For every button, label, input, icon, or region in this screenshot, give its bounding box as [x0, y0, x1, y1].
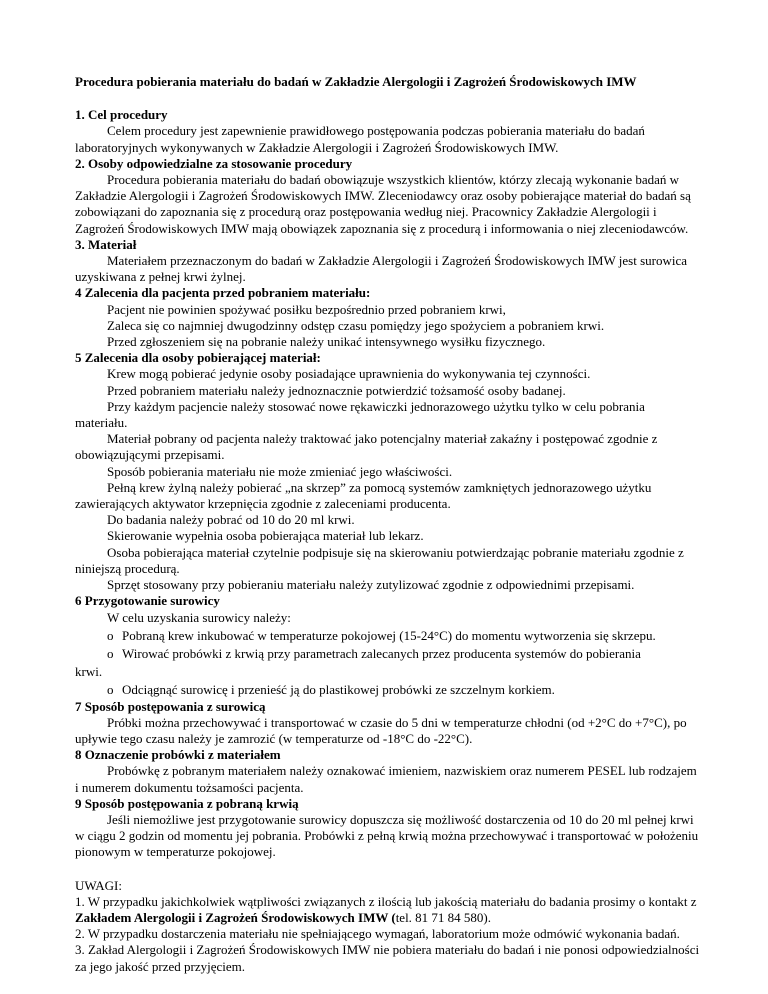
section-5-item: Pełną krew żylną należy pobierać „na skrzep” za pomocą systemów zamkniętych jednorazowego użytku zawierających aktywator krzepnięcia zgodnie z zaleceniami producenta. — [75, 479, 652, 512]
bullet-marker: o — [107, 627, 114, 643]
section-5-item: Do badania należy pobrać od 10 do 20 ml krwi. — [107, 512, 355, 528]
section-4-item: Zaleca się co najmniej dwugodzinny odstęp czasu pomiędzy jego spożyciem a pobraniem krwi. — [107, 317, 605, 333]
section-6-bullet — [75, 646, 700, 662]
note-1-post: tel. 81 71 84 580). — [395, 909, 492, 925]
section-8-heading: 8 Oznaczenie probówki z materiałem — [75, 747, 281, 763]
section-7-text: Próbki można przechowywać i transportować w czasie do 5 dni w temperaturze chłodni (od +2°C do +7°C), po upływie tego czasu należy je zamrozić (w temperaturze od -18°C do -22°C). — [75, 714, 687, 746]
note-1-pre: 1. W przypadku jakichkolwiek wątpliwości związanych z ilością lub jakością materiału do badania prosimy o kontakt z — [75, 893, 697, 909]
section-6-bullet-text: Pobraną krew inkubować w temperaturze pokojowej (15-24°C) do momentu wytworzenia się skrzepu. — [122, 627, 656, 643]
section-4-heading: 4 Zalecenia dla pacjenta przed pobraniem materiału: — [75, 285, 371, 301]
section-5-item: Sposób pobierania materiału nie może zmieniać jego właściwości. — [107, 463, 453, 479]
section-9-text: Jeśli niemożliwe jest przygotowanie surowicy dopuszcza się możliwość dostarczenia od 10 do 20 ml pełnej krwi w ciągu 2 godzin od momentu jej pobrania. Probówki z pełną krwią można przechowywać i transportować w położeniu pionowym w temperaturze pokojowej. — [75, 811, 699, 860]
notes-heading: UWAGI: — [75, 877, 122, 893]
note-1 — [75, 894, 700, 926]
section-1-text: Celem procedury jest zapewnienie prawidłowego postępowania podczas pobierania materiału do badań laboratoryjnych wykonywanych w Zakładzie Alergologii i Zagrożeń Środowiskowych IMW. — [75, 123, 645, 155]
section-6-bullet — [75, 628, 700, 644]
section-5-heading: 5 Zalecenia dla osoby pobierającej materiał: — [75, 350, 321, 366]
section-6-continuation: krwi. — [75, 664, 103, 680]
section-6-heading: 6 Przygotowanie surowicy — [75, 593, 220, 609]
bullet-marker: o — [107, 682, 114, 698]
spacer — [75, 861, 700, 878]
section-3-heading: 3. Materiał — [75, 236, 137, 252]
section-6-bullet-text: Odciągnąć surowicę i przenieść ją do plastikowej probówki ze szczelnym korkiem. — [122, 682, 555, 698]
section-1-heading: 1. Cel procedury — [75, 107, 168, 123]
section-5-item: Krew mogą pobierać jedynie osoby posiadające uprawnienia do wykonywania tej czynności. — [107, 366, 591, 382]
section-5-item: Materiał pobrany od pacjenta należy traktować jako potencjalny materiał zakaźny i postępować zgodnie z obowiązującymi przepisami. — [75, 431, 658, 463]
section-7-heading: 7 Sposób postępowania z surowicą — [75, 698, 266, 714]
section-5-item: Skierowanie wypełnia osoba pobierająca materiał lub lekarz. — [107, 528, 424, 544]
section-6-bullet — [75, 682, 700, 698]
section-9-heading: 9 Sposób postępowania z pobraną krwią — [75, 795, 299, 811]
section-6-intro: W celu uzyskania surowicy należy: — [107, 609, 291, 625]
section-4-item: Pacjent nie powinien spożywać posiłku bezpośrednio przed pobraniem krwi, — [107, 301, 506, 317]
document-title: Procedura pobierania materiału do badań w Zakładzie Alergologii i Zagrożeń Środowiskowych IMW — [75, 74, 637, 89]
section-2-heading: 2. Osoby odpowiedzialne za stosowanie procedury — [75, 155, 353, 171]
bullet-marker: o — [107, 645, 114, 661]
section-8-text: Probówkę z pobranym materiałem należy oznakować imieniem, nazwiskiem oraz numerem PESEL lub rodzajem i numerem dokumentu tożsamości pacjenta. — [75, 763, 697, 795]
section-5-item: Przy każdym pacjencie należy stosować nowe rękawiczki jednorazowego użytku tylko w celu pobrania materiału. — [75, 398, 645, 431]
section-2-text: Procedura pobierania materiału do badań obowiązuje wszystkich klientów, którzy zlecają wykonanie badań w Zakładzie Alergologii i Zagrożeń Środowiskowych IMW. Zleceniodawcy oraz osoby pobierające materiał do badań są zobowiązani do zapoznania się z procedurą oraz postępowania według niej. Pracownicy Zakładzie Alergologii i Zagrożeń Środowiskowych IMW mają obowiązek zapoznania się z procedurą i informowania o niej zleceniodawców. — [75, 172, 691, 236]
note-1-bold: Zakładem Alergologii i Zagrożeń Środowiskowych IMW ( — [75, 909, 396, 925]
section-4-item: Przed zgłoszeniem się na pobranie należy unikać intensywnego wysiłku fizycznego. — [107, 334, 546, 350]
note-3: 3. Zakład Alergologii i Zagrożeń Środowiskowych IMW nie pobiera materiału do badań i nie ponosi odpowiedzialności za jego jakość przed przyjęciem. — [75, 942, 700, 974]
section-6-bullet-text: Wirować probówki z krwią przy parametrach zalecanych przez producenta systemów do pobierania — [122, 645, 641, 661]
document-page — [75, 74, 700, 975]
section-3-text: Materiałem przeznaczonym do badań w Zakładzie Alergologii i Zagrożeń Środowiskowych IMW jest surowica uzyskiwana z pełnej krwi żylnej. — [75, 253, 688, 285]
section-5-item: Sprzęt stosowany przy pobieraniu materiału należy zutylizować zgodnie z odpowiednimi przepisami. — [107, 577, 635, 593]
note-2: 2. W przypadku dostarczenia materiału nie spełniającego wymagań, laboratorium może odmówić wykonania badań. — [75, 926, 680, 942]
section-5-item: Przed pobraniem materiału należy jednoznacznie potwierdzić tożsamość osoby badanej. — [107, 382, 566, 398]
section-5-item: Osoba pobierająca materiał czytelnie podpisuje się na skierowaniu potwierdzając pobranie materiału zgodnie z niniejszą procedurą. — [75, 544, 684, 576]
